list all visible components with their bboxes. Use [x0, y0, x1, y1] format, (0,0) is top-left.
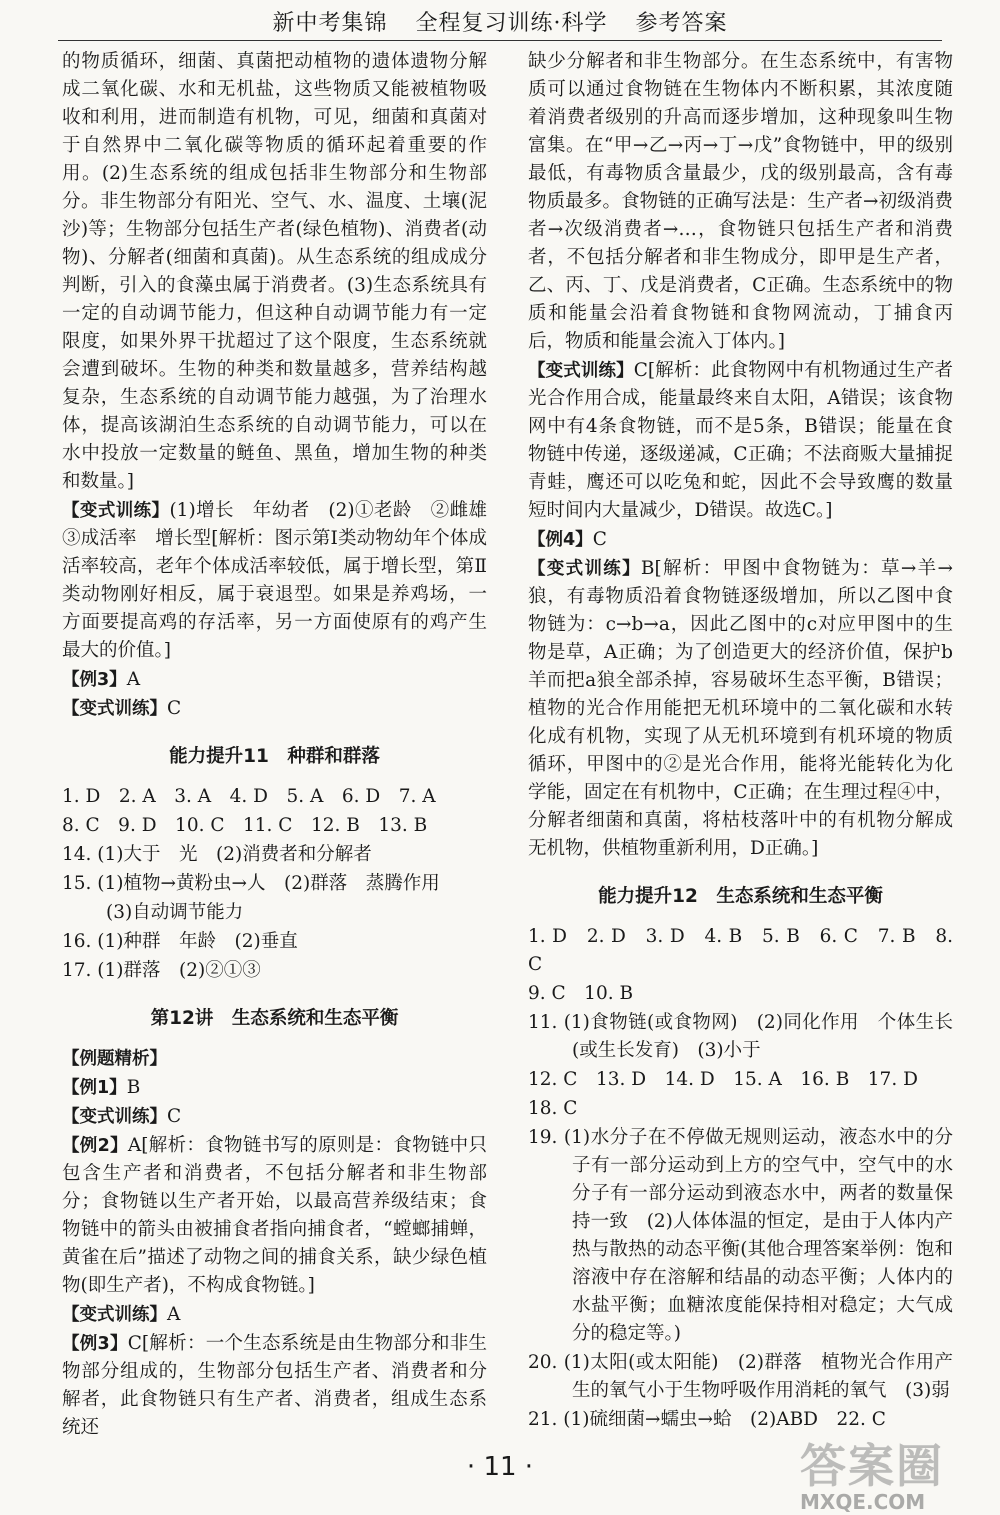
answer-paragraph	[62, 48, 487, 496]
paragraph-text: 能力提升11 种群和群落	[169, 746, 380, 767]
section-title	[528, 883, 953, 911]
answer-paragraph	[528, 1009, 953, 1065]
question-tag: 【例2】	[62, 1136, 128, 1156]
answer-paragraph	[528, 526, 953, 554]
paragraph-text: 15. (1)植物→黄粉虫→人 (2)群落 蒸腾作用	[62, 873, 440, 894]
answer-paragraph	[62, 957, 487, 985]
answer-paragraph	[62, 899, 487, 927]
paragraph-text: C	[167, 698, 182, 719]
answer-paragraph	[62, 497, 506, 665]
question-tag: 【变式训练】	[62, 1305, 167, 1325]
answer-paragraph	[62, 1330, 487, 1442]
answer-paragraph	[62, 1074, 487, 1102]
answer-paragraph	[528, 980, 953, 1008]
header-rule	[58, 40, 942, 41]
watermark-logo	[800, 1430, 995, 1514]
answer-paragraph	[528, 555, 953, 863]
answer-paragraph	[62, 928, 487, 956]
answer-paragraph	[62, 1132, 487, 1300]
answer-paragraph	[528, 357, 953, 525]
answer-paragraph	[62, 1301, 487, 1329]
paragraph-text: A[解析：食物链书写的原则是：食物链中只包含生产者和消费者，不包括分解者和非生物部分；食物链以生产者开始，以最高营养级结束；食物链中的箭头由被捕食者指向捕食者，“螳螂捕蝉，黄雀在后”描述了动物之间的捕食关系，缺少绿色植物(即生产者)，不构成食物链。]	[62, 1135, 487, 1296]
question-tag: 【例3】	[62, 670, 127, 690]
question-tag: 【变式训练】	[528, 559, 641, 579]
question-tag: 【例4】	[528, 530, 593, 550]
answer-paragraph	[62, 841, 487, 869]
paragraph-text: A	[126, 669, 141, 690]
paragraph-text: C	[167, 1106, 182, 1127]
paragraph-text: 17. (1)群落 (2)②①③	[62, 960, 261, 981]
paragraph-text: 1. D 2. D 3. D 4. B 5. B 6. C 7. B 8. C	[528, 926, 953, 975]
answer-paragraph	[62, 812, 487, 840]
page-header	[0, 6, 1000, 37]
answer-paragraph	[62, 1103, 487, 1131]
paragraph-text: 20. (1)太阳(或太阳能) (2)群落 植物光合作用产生的氧气小于生物呼吸作用消耗的氧气 (3)弱	[528, 1352, 953, 1401]
answer-paragraph	[528, 1124, 953, 1348]
answer-paragraph	[528, 1349, 953, 1405]
paragraph-text: (3)自动调节能力	[106, 902, 244, 923]
paragraph-text: B[解析：甲图中食物链为：草→羊→狼，有毒物质沿着食物链逐级增加，所以乙图中食物链为：c→b→a，因此乙图中的c对应甲图中的生物是草，A正确；为了创造更大的经济价值，保护b羊而把a狼全部杀掉，容易破坏生态平衡，B错误；植物的光合作用能把无机环境中的二氧化碳和水转化成有机物，实现了从无机环境到有机环境的物质循环，甲图中的②是光合作用，能将光能转化为化学能，固定在有机物中，C正确；在生理过程④中，分解者细菌和真菌，将枯枝落叶中的有机物分解成无机物，供植物重新利用，D正确。]	[528, 558, 953, 859]
answer-paragraph	[62, 666, 487, 694]
question-tag: 【例3】	[62, 1334, 128, 1354]
paragraph-text: 14. (1)大于 光 (2)消费者和分解者	[62, 844, 372, 865]
question-tag: 【例1】	[62, 1078, 127, 1098]
question-tag: 【变式训练】	[62, 1107, 167, 1127]
paragraph-text: 8. C 9. D 10. C 11. C 12. B 13. B	[62, 815, 428, 836]
watermark-text: 答案圈	[800, 1439, 944, 1493]
question-tag: 【变式训练】	[528, 361, 634, 381]
paragraph-text: 缺少分解者和非生物部分。在生态系统中，有害物质可以通过食物链在生物体内不断积累，其浓度随着消费者级别的升高而逐步增加，这种现象叫生物富集。在“甲→乙→丙→丁→戊”食物链中，甲的级别最低，有毒物质含量最少，戊的级别最高，含有毒物质最多。食物链的正确写法是：生产者→初级消费者→次级消费者→…，食物链只包括生产者和消费者，不包括分解者和非生物成分，即甲是生产者，乙、丙、丁、戊是消费者，C正确。生态系统中的物质和能量会沿着食物链和食物网流动，丁捕食丙后，物质和能量会流入丁体内。]	[528, 51, 953, 352]
answer-paragraph	[62, 783, 487, 811]
paragraph-text: 能力提升12 生态系统和生态平衡	[598, 886, 883, 907]
paragraph-text: B	[126, 1077, 141, 1098]
paragraph-text: 12. C 13. D 14. D 15. A 16. B 17. D	[528, 1069, 918, 1090]
question-tag: 【例题精析】	[62, 1049, 167, 1069]
paragraph-text: 第12讲 生态系统和生态平衡	[150, 1008, 399, 1029]
paragraph-text: 1. D 2. A 3. A 4. D 5. A 6. D 7. A	[62, 786, 436, 807]
question-tag: 【变式训练】	[62, 501, 170, 521]
header-section: 参考答案	[635, 11, 728, 36]
paragraph-text: C[解析：此食物网中有机物通过生产者光合作用合成，能量最终来自太阳，A错误；该食物网中有4条食物链，而不是5条，B错误；能量在食物链中传递，逐级递减，C正确；不法商贩大量捕捉青蛙，鹰还可以吃兔和蛇，因此不会导致鹰的数量短时间内大量减少，D错误。故选C。]	[528, 360, 954, 521]
right-column	[528, 48, 953, 1435]
answer-paragraph	[62, 870, 487, 898]
paragraph-text: C	[592, 529, 607, 550]
answer-paragraph	[528, 48, 953, 356]
paragraph-text: 的物质循环，细菌、真菌把动植物的遗体遗物分解成二氧化碳、水和无机盐，这些物质又能被植物吸收和利用，进而制造有机物，可见，细菌和真菌对于自然界中二氧化碳等物质的循环起着重要的作用。(2)生态系统的组成包括非生物部分和生物部分。非生物部分有阳光、空气、水、温度、土壤(泥沙)等；生物部分包括生产者(绿色植物)、消费者(动物)、分解者(细菌和真菌)。从生态系统的组成成分判断，引入的食藻虫属于消费者。(3)生态系统具有一定的自动调节能力，但这种自动调节能力有一定限度，如果外界干扰超过了这个限度，生态系统就会遭到破坏。生物的种类和数量越多，营养结构越复杂，生态系统的自动调节能力越强，为了治理水体，提高该湖泊生态系统的自动调节能力，可以在水中投放一定数量的鲢鱼、黑鱼，增加生物的种类和数量。]	[62, 51, 487, 492]
paragraph-text: (1)增长 年幼者 (2)①老龄 ②雌雄 ③成活率 增长型[解析：图示第Ⅰ类动物幼年个体成活率较高，老年个体成活率较低，属于增长型，第Ⅱ类动物刚好相反，属于衰退型。如果是养鸡场，一方面要提高鸡的存活率，另一方面使原有的鸡产生最大的价值。]	[62, 500, 506, 661]
answer-paragraph	[528, 1095, 953, 1123]
answer-paragraph	[62, 1045, 487, 1073]
page-number: · 11 ·	[466, 1452, 534, 1482]
question-tag: 【变式训练】	[62, 699, 167, 719]
watermark-url: MXQE.COM	[800, 1490, 926, 1514]
paragraph-text: 11. (1)食物链(或食物网) (2)同化作用 个体生长(或生长发育) (3)小于	[528, 1012, 953, 1061]
paragraph-text: A	[167, 1304, 181, 1325]
left-column	[62, 48, 506, 1443]
answer-paragraph	[528, 1066, 953, 1094]
paragraph-text: 16. (1)种群 年龄 (2)垂直	[62, 931, 298, 952]
section-title	[62, 743, 487, 771]
paragraph-text: 21. (1)硫细菌→蠕虫→蛤 (2)ABD 22. C	[528, 1409, 886, 1430]
header-book: 全程复习训练·科学	[415, 11, 608, 36]
paragraph-text: 19. (1)水分子在不停做无规则运动，液态水中的分子有一部分运动到上方的空气中，空气中的水分子有一部分运动到液态水中，两者的数量保持一致 (2)人体体温的恒定，是由于人体内产热与散热的动态平衡(其他合理答案举例：饱和溶液中存在溶解和结晶的动态平衡；人体内的水盐平衡；血糖浓度能保持相对稳定；大气成分的稳定等。)	[528, 1127, 953, 1344]
paragraph-text: C[解析：一个生态系统是由生物部分和非生物部分组成的，生物部分包括生产者、消费者和分解者，此食物链只有生产者、消费者，组成生态系统还	[62, 1333, 487, 1438]
paragraph-text: 18. C	[528, 1098, 578, 1119]
answer-paragraph	[528, 923, 953, 979]
answer-paragraph	[62, 695, 487, 723]
header-series: 新中考集锦	[272, 11, 388, 36]
paragraph-text: 9. C 10. B	[528, 983, 634, 1004]
section-title	[62, 1005, 487, 1033]
